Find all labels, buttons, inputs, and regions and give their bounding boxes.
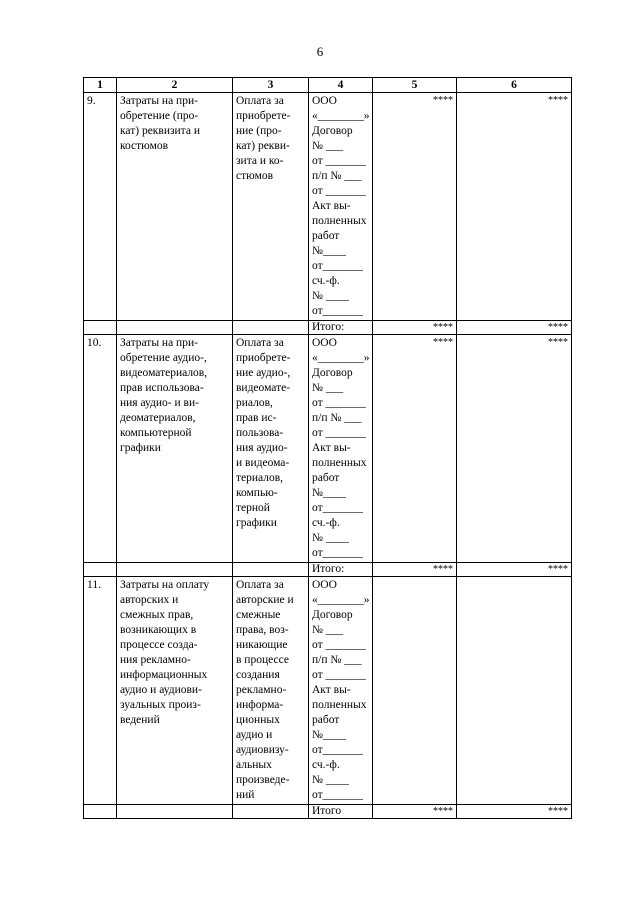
- documents-line: от_______: [312, 789, 363, 801]
- row-number: 10.: [84, 335, 117, 563]
- documents-line: работ: [312, 230, 340, 242]
- payment-purpose-line: графики: [236, 517, 277, 529]
- payment-purpose-line: Оплата за: [236, 337, 284, 349]
- payment-purpose-line: приобрете-: [236, 352, 291, 364]
- expense-name-line: авторских и: [120, 594, 179, 606]
- expense-name-line: компьютерной: [120, 427, 192, 439]
- expense-name-line: Затраты на при-: [120, 95, 198, 107]
- documents-line: Акт вы-: [312, 442, 351, 454]
- documents-line: Акт вы-: [312, 684, 351, 696]
- expense-name: [117, 93, 233, 321]
- header-cell: 3: [233, 78, 309, 93]
- payment-purpose-line: терной: [236, 502, 270, 514]
- documents-line: п/п № ___: [312, 170, 362, 182]
- documents-line: № ___: [312, 140, 344, 152]
- table-row: [84, 335, 572, 563]
- expense-name-line: видеоматериалов,: [120, 367, 208, 379]
- documents-line: от_______: [312, 305, 363, 317]
- total-label: Итого:: [309, 563, 373, 577]
- empty-cell: [117, 805, 233, 819]
- expense-name-line: процессе созда-: [120, 639, 198, 651]
- documents-line: ООО: [312, 579, 337, 591]
- documents-line: от _______: [312, 155, 366, 167]
- expense-name-line: Затраты на при-: [120, 337, 198, 349]
- payment-purpose-line: Оплата за: [236, 579, 284, 591]
- documents-line: №____: [312, 245, 346, 257]
- amount-cell: ****: [373, 335, 457, 563]
- expense-name-line: деоматериалов,: [120, 412, 196, 424]
- documents-line: № ____: [312, 774, 349, 786]
- empty-cell: [84, 805, 117, 819]
- documents-line: сч.-ф.: [312, 759, 340, 771]
- page-number: 6: [316, 44, 324, 59]
- total-row: [84, 563, 572, 577]
- documents-line: № ____: [312, 532, 349, 544]
- header-cell: 6: [457, 78, 572, 93]
- payment-purpose-line: авторские и: [236, 594, 294, 606]
- table-row: [84, 577, 572, 805]
- documents-line: от _______: [312, 185, 366, 197]
- documents-line: «________»: [312, 594, 370, 606]
- row-number: 9.: [84, 93, 117, 321]
- payment-purpose-line: произведе-: [236, 774, 290, 786]
- expense-name-line: смежных прав,: [120, 609, 194, 621]
- expense-name-line: Затраты на оплату: [120, 579, 210, 591]
- documents-line: полненных: [312, 457, 367, 469]
- empty-cell: [233, 563, 309, 577]
- payment-purpose-line: и видеома-: [236, 457, 290, 469]
- expense-name-line: ния рекламно-: [120, 654, 191, 666]
- payment-purpose-line: кат) рекви-: [236, 140, 290, 152]
- payment-purpose-line: права, воз-: [236, 624, 289, 636]
- total-label: Итого:: [309, 321, 373, 335]
- header-row: [84, 78, 572, 93]
- payment-purpose-line: Оплата за: [236, 95, 284, 107]
- payment-purpose-line: смежные: [236, 609, 281, 621]
- payment-purpose: [233, 577, 309, 805]
- documents-line: №____: [312, 729, 346, 741]
- payment-purpose-line: ния аудио-: [236, 442, 288, 454]
- header-cell: 2: [117, 78, 233, 93]
- header-cell: 1: [84, 78, 117, 93]
- amount-cell: ****: [457, 93, 572, 321]
- documents-line: от _______: [312, 397, 366, 409]
- documents-line: ООО: [312, 337, 337, 349]
- expense-name-line: обретение (про-: [120, 110, 199, 122]
- expense-name-line: аудио и аудиови-: [120, 684, 202, 696]
- row-number: 11.: [84, 577, 117, 805]
- documents-line: сч.-ф.: [312, 275, 340, 287]
- documents-line: Акт вы-: [312, 200, 351, 212]
- payment-purpose-line: компью-: [236, 487, 278, 499]
- payment-purpose-line: ние аудио-,: [236, 367, 291, 379]
- payment-purpose-line: аудио и: [236, 729, 273, 741]
- payment-purpose-line: рекламно-: [236, 684, 287, 696]
- amount-cell: ****: [457, 335, 572, 563]
- expense-name-line: возникающих в: [120, 624, 197, 636]
- payment-purpose-line: зита и ко-: [236, 155, 284, 167]
- total-row: [84, 321, 572, 335]
- total-amount: ****: [457, 805, 572, 819]
- documents-line: от_______: [312, 744, 363, 756]
- payment-purpose: [233, 335, 309, 563]
- documents-line: № ___: [312, 382, 344, 394]
- total-amount: ****: [373, 321, 457, 335]
- documents: [309, 335, 373, 563]
- payment-purpose-line: стюмов: [236, 170, 274, 182]
- payment-purpose-line: пользова-: [236, 427, 284, 439]
- header-cell: 4: [309, 78, 373, 93]
- total-amount: ****: [373, 563, 457, 577]
- documents-line: ООО: [312, 95, 337, 107]
- header-cell: 5: [373, 78, 457, 93]
- documents-line: № ___: [312, 624, 344, 636]
- expense-name: [117, 335, 233, 563]
- total-amount: ****: [457, 321, 572, 335]
- expense-name: [117, 577, 233, 805]
- payment-purpose-line: информа-: [236, 699, 284, 711]
- total-amount: ****: [457, 563, 572, 577]
- documents: [309, 93, 373, 321]
- payment-purpose-line: приобрете-: [236, 110, 291, 122]
- documents-line: п/п № ___: [312, 654, 362, 666]
- documents-line: п/п № ___: [312, 412, 362, 424]
- documents-line: «________»: [312, 352, 370, 364]
- payment-purpose-line: териалов,: [236, 472, 284, 484]
- total-row: [84, 805, 572, 819]
- documents-line: от_______: [312, 547, 363, 559]
- expense-name-line: костюмов: [120, 140, 169, 152]
- documents-line: от _______: [312, 639, 366, 651]
- documents-line: Договор: [312, 609, 353, 621]
- payment-purpose-line: видеомате-: [236, 382, 291, 394]
- documents-line: сч.-ф.: [312, 517, 340, 529]
- expense-name-line: ведений: [120, 714, 160, 726]
- documents-line: №____: [312, 487, 346, 499]
- documents-line: от _______: [312, 669, 366, 681]
- empty-cell: [233, 805, 309, 819]
- expense-name-line: зуальных произ-: [120, 699, 201, 711]
- amount-cell: [373, 577, 457, 805]
- payment-purpose-line: ний: [236, 789, 255, 801]
- documents-line: полненных: [312, 215, 367, 227]
- documents-line: от_______: [312, 260, 363, 272]
- expense-name-line: ния аудио- и ви-: [120, 397, 199, 409]
- payment-purpose: [233, 93, 309, 321]
- payment-purpose-line: никающие: [236, 639, 288, 651]
- documents-line: Договор: [312, 125, 353, 137]
- amount-cell: [457, 577, 572, 805]
- empty-cell: [84, 563, 117, 577]
- amount-cell: ****: [373, 93, 457, 321]
- payment-purpose-line: ние (про-: [236, 125, 282, 137]
- expense-name-line: графики: [120, 442, 161, 454]
- empty-cell: [84, 321, 117, 335]
- empty-cell: [117, 563, 233, 577]
- expenses-table: [83, 77, 572, 819]
- documents-line: полненных: [312, 699, 367, 711]
- payment-purpose-line: ционных: [236, 714, 280, 726]
- documents-line: № ____: [312, 290, 349, 302]
- total-amount: ****: [373, 805, 457, 819]
- expense-name-line: обретение аудио-,: [120, 352, 207, 364]
- empty-cell: [233, 321, 309, 335]
- expense-name-line: кат) реквизита и: [120, 125, 200, 137]
- expense-name-line: прав использова-: [120, 382, 204, 394]
- documents-line: «________»: [312, 110, 370, 122]
- payment-purpose-line: альных: [236, 759, 272, 771]
- documents-line: работ: [312, 472, 340, 484]
- payment-purpose-line: в процессе: [236, 654, 289, 666]
- total-label: Итого: [309, 805, 373, 819]
- payment-purpose-line: создания: [236, 669, 280, 681]
- empty-cell: [117, 321, 233, 335]
- table-row: [84, 93, 572, 321]
- payment-purpose-line: прав ис-: [236, 412, 277, 424]
- payment-purpose-line: аудиовизу-: [236, 744, 289, 756]
- documents-line: от_______: [312, 502, 363, 514]
- expense-name-line: информационных: [120, 669, 208, 681]
- documents-line: работ: [312, 714, 340, 726]
- documents-line: Договор: [312, 367, 353, 379]
- documents: [309, 577, 373, 805]
- documents-line: от _______: [312, 427, 366, 439]
- payment-purpose-line: риалов,: [236, 397, 273, 409]
